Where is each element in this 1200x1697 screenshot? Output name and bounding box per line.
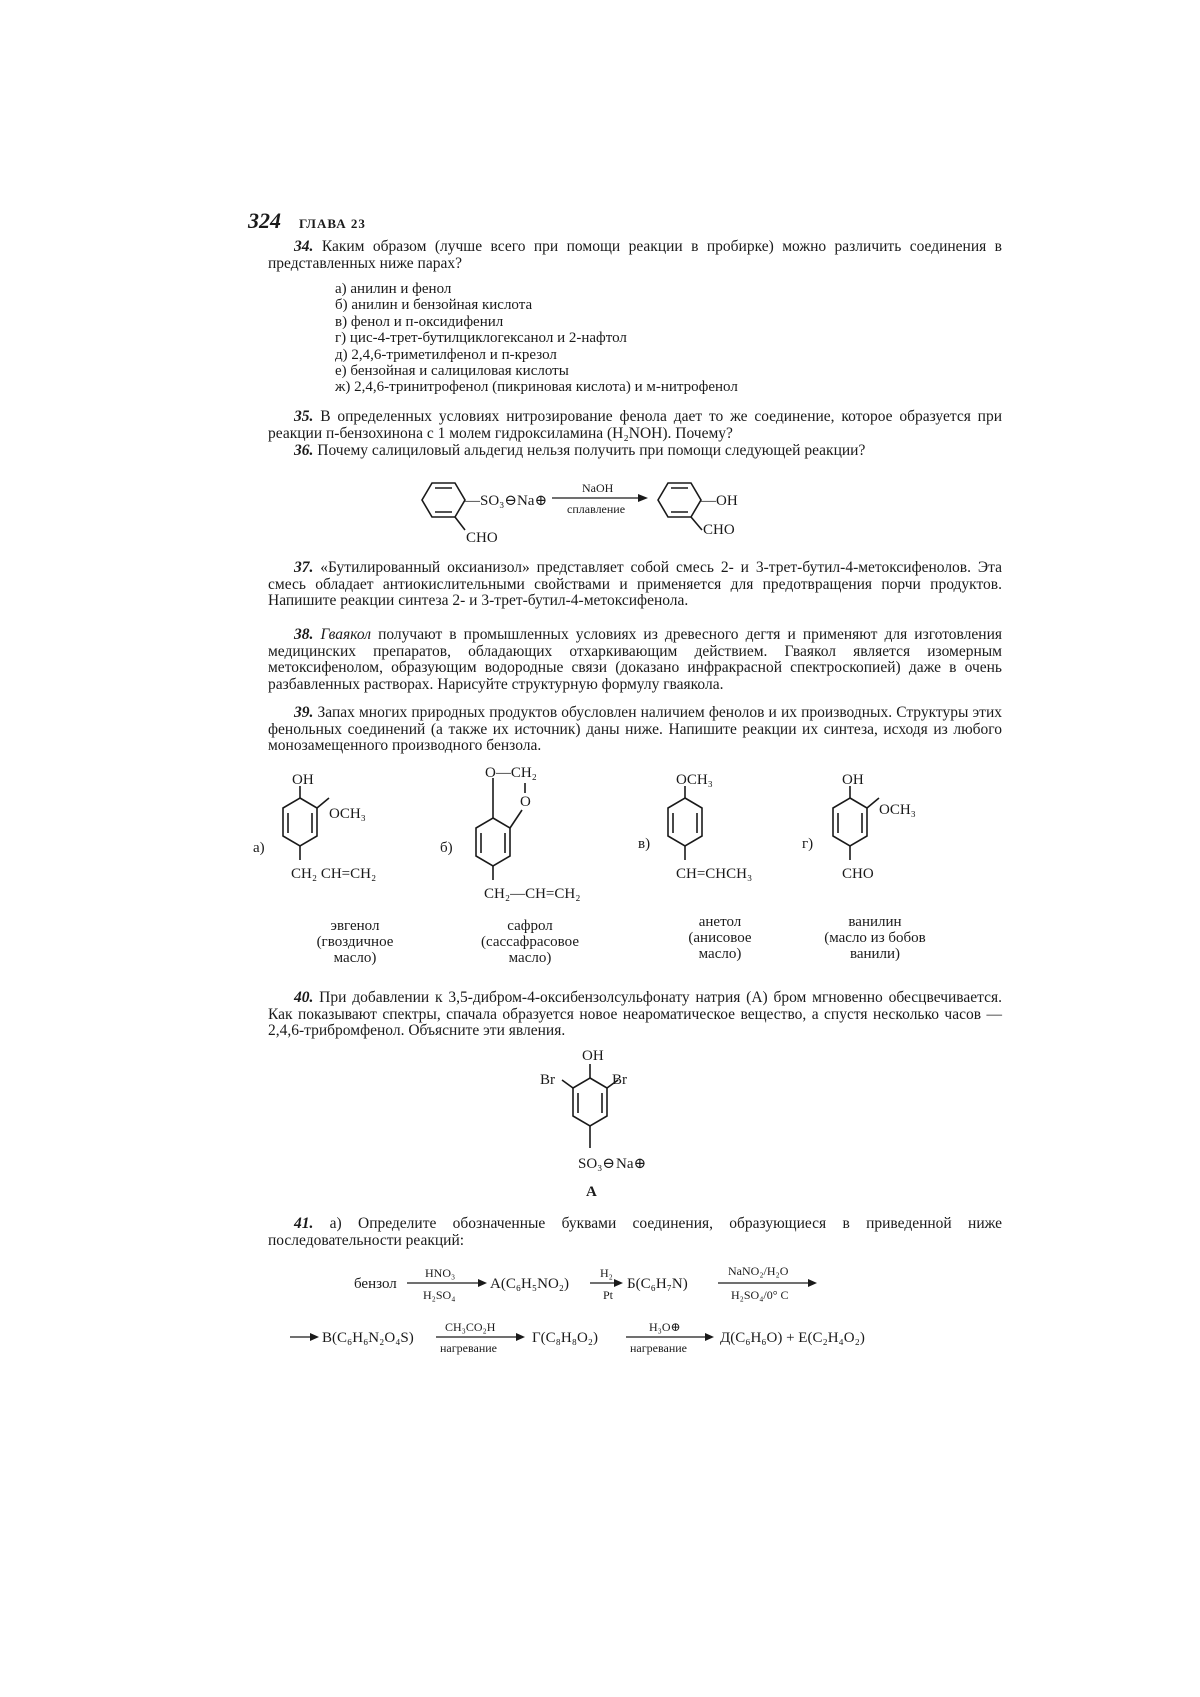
page-header bbox=[248, 208, 366, 234]
benzene-ring-reactant bbox=[422, 483, 465, 530]
reagent-bottom: нагревание bbox=[630, 1341, 687, 1355]
compound-name: эвгенол bbox=[330, 918, 380, 934]
bromine-right: Br bbox=[612, 1072, 627, 1088]
structure-label: б) bbox=[440, 840, 453, 856]
group-label: CHO bbox=[842, 866, 874, 882]
group-label: OH bbox=[292, 772, 314, 788]
arrow-head bbox=[310, 1333, 319, 1341]
list-item: ж) 2,4,6-тринитрофенол (пикриновая кислота) и м-нитрофенол bbox=[335, 379, 738, 396]
anethole-structure bbox=[638, 772, 752, 882]
group-label: OCH₃ bbox=[329, 806, 366, 822]
compound-source: (сассафрасовое масло) bbox=[480, 934, 579, 966]
hydroxyl-group: —OH bbox=[701, 493, 738, 509]
problem-text: Почему салициловый альдегид нельзя получить при помощи следующей реакции? bbox=[317, 442, 866, 459]
problem-text: Каким образом (лучше всего при помощи реакции в пробирке) можно различить соединения в представленных ниже парах? bbox=[268, 238, 1003, 272]
list-item: е) бензойная и салициловая кислоты bbox=[335, 363, 569, 380]
reaction-scheme-36 bbox=[400, 470, 800, 550]
benzene-ring-product bbox=[658, 483, 702, 530]
problem-number: 36. bbox=[294, 442, 314, 459]
aldehyde-group: CHO bbox=[703, 522, 735, 538]
reagent-top: H₂ bbox=[600, 1266, 613, 1280]
compound-source: (гвоздичное масло) bbox=[316, 934, 394, 966]
reagent-top: H₃O⊕ bbox=[649, 1320, 681, 1334]
reagent-bottom: сплавление bbox=[567, 502, 626, 516]
group-label: O—CH₂ bbox=[485, 765, 537, 781]
compound-source: (анисовое масло) bbox=[688, 930, 752, 962]
compound-v: В(C₆H₆N₂O₄S) bbox=[322, 1330, 414, 1346]
reagent-top: CH₃CO₂H bbox=[445, 1320, 496, 1334]
reagent-top: NaOH bbox=[582, 481, 614, 495]
problem-number: 37. bbox=[294, 559, 314, 576]
aldehyde-group: CHO bbox=[466, 530, 498, 546]
reagent-bottom: Pt bbox=[603, 1288, 614, 1302]
natural-phenols-structures bbox=[245, 760, 965, 915]
structure-label: в) bbox=[638, 836, 651, 852]
vanillin-structure bbox=[802, 772, 916, 882]
list-item: г) цис-4-трет-бутилциклогексанол и 2-нафтол bbox=[335, 330, 627, 347]
problem-41 bbox=[268, 1216, 1002, 1249]
compound-a: А(C₆H₅NO₂) bbox=[490, 1276, 570, 1292]
problem-number: 34. bbox=[294, 238, 314, 255]
problem-number: 35. bbox=[294, 408, 314, 425]
hydroxyl-group: OH bbox=[582, 1048, 604, 1064]
arrow-head bbox=[638, 494, 648, 502]
problem-39 bbox=[268, 705, 1002, 755]
sulfonate-group: —SO₃⊖Na⊕ bbox=[465, 493, 548, 509]
problem-38 bbox=[268, 627, 1002, 693]
compound-a-structure bbox=[520, 1042, 680, 1202]
compound-benzene: бензол bbox=[354, 1276, 397, 1292]
problem-number: 39. bbox=[294, 704, 314, 721]
structure-label: а) bbox=[253, 840, 265, 856]
group-label: O bbox=[520, 794, 531, 810]
sulfonate-group: SO₃⊖ bbox=[578, 1156, 615, 1172]
group-label: CH₂ CH=CH₂ bbox=[291, 866, 377, 882]
reagent-bottom: H₂SO₄/0° C bbox=[731, 1288, 789, 1302]
structure-caption bbox=[265, 918, 445, 966]
problem-37 bbox=[268, 560, 1002, 610]
structure-caption bbox=[785, 914, 965, 962]
problem-40 bbox=[268, 990, 1002, 1040]
compound-name: сафрол bbox=[507, 918, 553, 934]
compound-name: анетол bbox=[698, 914, 742, 930]
problem-text: При добавлении к 3,5-дибром-4-оксибензолсульфонату натрия (А) бром мгновенно обесцвечивается. Как показывают спектры, спачала образуется новое неароматическое вещество, а спустя несколько часов — 2,4,6-трибромфенол. Объясните эти явления. bbox=[268, 989, 1003, 1039]
eugenol-structure bbox=[253, 772, 376, 882]
reagent-bottom: нагревание bbox=[440, 1341, 497, 1355]
group-label: CH₂—CH=CH₂ bbox=[484, 886, 581, 902]
compound-source: (масло из бобов ванили) bbox=[824, 930, 926, 962]
sodium-ion: Na⊕ bbox=[616, 1156, 647, 1172]
reagent-top: NaNO₂/H₂O bbox=[728, 1264, 789, 1278]
arrow-head bbox=[705, 1333, 714, 1341]
list-item: в) фенол и п-оксидифенил bbox=[335, 313, 504, 330]
group-label: OCH₃ bbox=[676, 772, 713, 788]
compound-name: ванилин bbox=[848, 914, 902, 930]
problem-34-list bbox=[335, 281, 738, 396]
problem-34 bbox=[268, 239, 1002, 272]
compound-label: А bbox=[586, 1184, 597, 1200]
problem-text: Запах многих природных продуктов обусловлен наличием фенолов и их производных. Структуры этих фенольных соединений (а также их источник) даны ниже. Напишите реакции их синтеза, исходя из любого монозамещенного производного бензола. bbox=[268, 704, 1003, 754]
compound-d-e: Д(C₆H₆O) + Е(C₂H₄O₂) bbox=[720, 1330, 865, 1346]
problem-number: 41. bbox=[294, 1215, 314, 1232]
reagent-bottom: H₂SO₄ bbox=[423, 1288, 456, 1302]
problem-text: В определенных условиях нитрозирование фенола дает то же соединение, которое образуется при реакции п-бензохинона с 1 молем гидроксиламина (H₂NOH). Почему? bbox=[268, 408, 1002, 442]
structure-caption bbox=[630, 914, 810, 962]
page-number: 324 bbox=[248, 208, 281, 233]
group-label: CH=CHCH₃ bbox=[676, 866, 753, 882]
structure-caption bbox=[440, 918, 620, 966]
list-item: а) анилин и фенол bbox=[335, 281, 452, 297]
reaction-scheme-41 bbox=[280, 1258, 920, 1368]
chapter-title: ГЛАВА 23 bbox=[299, 216, 366, 231]
list-item: д) 2,4,6-триметилфенол и п-крезол bbox=[335, 346, 557, 363]
structure-label: г) bbox=[802, 836, 814, 852]
arrow-head bbox=[808, 1279, 817, 1287]
problem-text: а) Определите обозначенные буквами соединения, образующиеся в приведенной ниже последовательности реакций: bbox=[268, 1215, 1002, 1249]
compound-g: Г(C₈H₈O₂) bbox=[532, 1330, 599, 1346]
list-item: б) анилин и бензойная кислота bbox=[335, 297, 533, 314]
problem-number: 40. bbox=[294, 989, 314, 1006]
problem-number: 38. bbox=[294, 626, 314, 643]
problem-35 bbox=[268, 409, 1002, 442]
bromine-left: Br bbox=[540, 1072, 555, 1088]
group-label: OCH₃ bbox=[879, 802, 916, 818]
group-label: OH bbox=[842, 772, 864, 788]
problem-text: «Бутилированный оксианизол» представляет собой смесь 2- и 3-трет-бутил-4-метоксифенолов. Эта смесь обладает антиокислительными свойствами и применяется для предотвращения порчи продуктов. Напишите реакции синтеза 2- и 3-трет-бутил-4-метоксифенола. bbox=[268, 559, 1003, 609]
safrole-structure bbox=[440, 765, 580, 902]
arrow-head bbox=[478, 1279, 487, 1287]
problem-36 bbox=[268, 443, 1002, 460]
problem-text: получают в промышленных условиях из древесного дегтя и применяют для изготовления медицинских препаратов, обладающих отхаркивающим действием. Гваякол является изомерным метоксифенолом, образующим водородные связи (доказано инфракрасной спектроскопией) даже в очень разбавленных растворах. Нарисуйте структурную формулу гваякола. bbox=[268, 626, 1002, 693]
compound-b: Б(C₆H₇N) bbox=[627, 1276, 688, 1292]
arrow-head bbox=[614, 1279, 623, 1287]
compound-name: Гваякол bbox=[320, 626, 372, 643]
reagent-top: HNO₃ bbox=[425, 1266, 456, 1280]
arrow-head bbox=[516, 1333, 525, 1341]
